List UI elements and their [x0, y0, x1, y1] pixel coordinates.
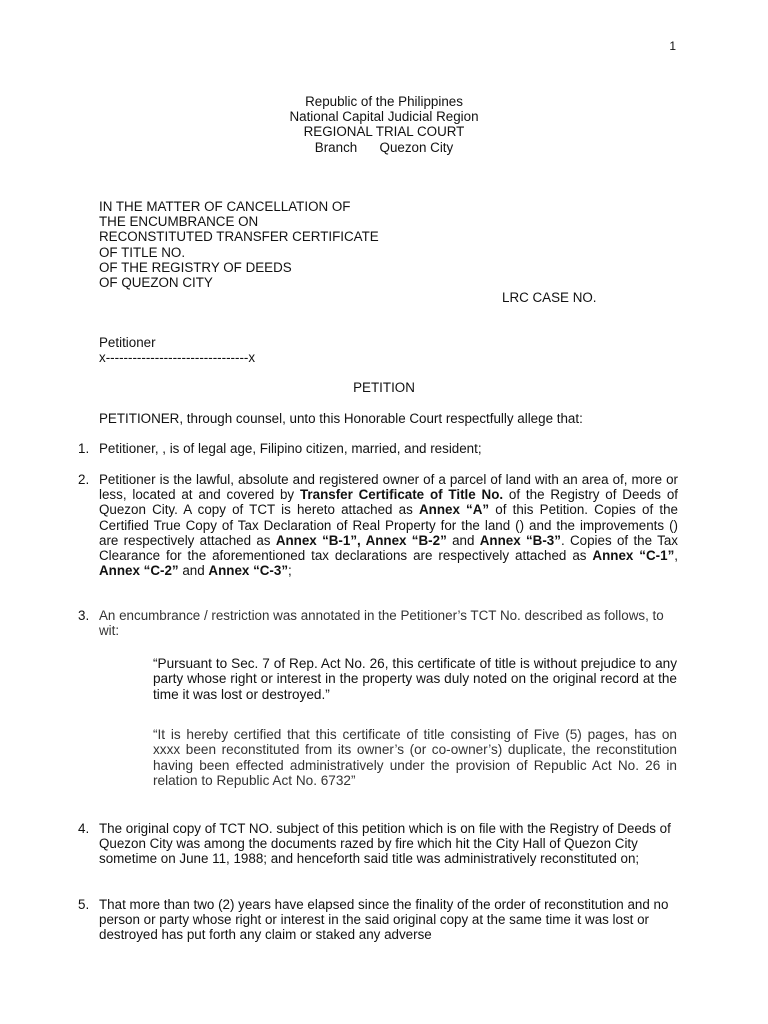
paragraph-number: 3.: [78, 608, 90, 623]
caption-line-6: OF QUEZON CITY: [99, 274, 213, 290]
paragraph-number: 5.: [78, 897, 90, 912]
annex-c2: Annex “C-2”: [99, 563, 179, 579]
party-label: Petitioner: [99, 335, 156, 350]
paragraph-number: 2.: [78, 472, 90, 487]
caption-line-5: OF THE REGISTRY OF DEEDS: [99, 259, 292, 275]
paragraph-text: That more than two (2) years have elapsed since the finality of the order of reconstitution and no person or party whose right or interest in the said original copy at the same time it was lost or destroyed has put forth any claim or staked any adverse: [99, 897, 669, 943]
quoted-annotation-2: “It is hereby certified that this certificate of title consisting of Five (5) pages, has on xxxx been reconstituted from its owner’s (or co-owner’s) duplicate, the reconstitution having been effected administratively under the provision of Republic Act No. 26 in relation to Republic Act No. 6732”: [153, 727, 677, 789]
annex-c1: Annex “C-1”: [592, 548, 675, 564]
paragraph-text: Petitioner is the lawful, absolute and registered owner of a parcel of land with an area of, more or less, located at and covered by Transfer Certificate of Title No. of the Registry of Deeds of Quezon City. A copy of TCT is hereto attached as Annex “A” of this Petition. Copies of the Certified True Copy of Tax Declaration of Real Property for the land () and the improvements () are respectively attached as Annex “B-1”, Annex “B-2” and Annex “B-3”. Copies of the Tax Clearance for the aforementioned tax declarations are respectively attached as Annex “C-1”, Annex “C-2” and Annex “C-3”;: [99, 472, 678, 579]
paragraph-text: The original copy of TCT NO. subject of this petition which is on file with the Registry of Deeds of Quezon City was among the documents razed by fire which hit the City Hall of Quezon City sometime on June 11, 1988; and henceforth said title was administratively reconstituted on;: [99, 821, 671, 867]
paragraph-text: An encumbrance / restriction was annotated in the Petitioner’s TCT No. described as follows, to wit:: [99, 608, 664, 639]
annex-c3: Annex “C-3”: [208, 563, 289, 579]
annex-b3: Annex “B-3”: [479, 532, 561, 548]
header-line-republic: Republic of the Philippines: [305, 94, 463, 109]
document-title: PETITION: [353, 380, 415, 395]
intro-paragraph: PETITIONER, through counsel, unto this Honorable Court respectfully allege that:: [99, 411, 583, 426]
quoted-annotation-1: “Pursuant to Sec. 7 of Rep. Act No. 26, this certificate of title is without prejudice to any party whose right or interest in the property was duly noted on the original record at the time it was lost or destroyed.”: [153, 656, 677, 702]
paragraph-number: 1.: [78, 441, 90, 456]
caption-separator: x--------------------------------x: [99, 350, 256, 365]
paragraph-number: 4.: [78, 821, 90, 836]
annex-a: Annex “A”: [418, 502, 490, 518]
header-line-region: National Capital Judicial Region: [289, 109, 479, 125]
caption-line-3: RECONSTITUTED TRANSFER CERTIFICATE: [99, 229, 379, 245]
case-number: LRC CASE NO.: [502, 290, 597, 305]
case-caption: [99, 199, 499, 290]
paragraph-text: Petitioner, , is of legal age, Filipino citizen, married, and resident;: [99, 441, 482, 456]
page-number: 1: [669, 39, 676, 53]
annex-b1-b2: Annex “B-1”, Annex “B-2”: [275, 532, 447, 548]
caption-line-1: IN THE MATTER OF CANCELLATION OF: [99, 199, 351, 214]
tct-reference: Transfer Certificate of Title No.: [299, 487, 504, 503]
court-header: [0, 94, 768, 155]
header-line-branch: Branch Quezon City: [314, 139, 454, 155]
header-line-court: REGIONAL TRIAL COURT: [303, 124, 465, 140]
caption-line-4: OF TITLE NO.: [99, 244, 186, 260]
caption-line-2: THE ENCUMBRANCE ON: [99, 214, 259, 230]
